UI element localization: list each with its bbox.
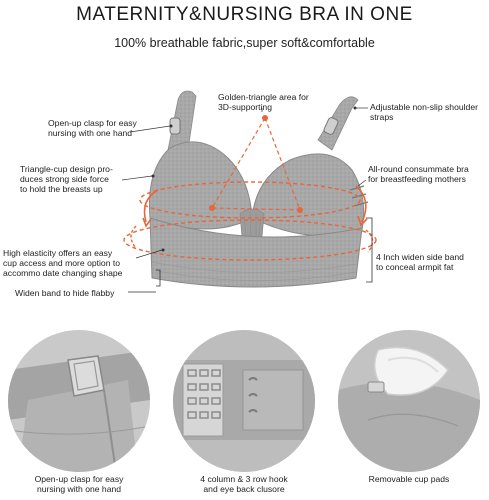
annotation-adjustable-straps: Adjustable non-slip shoulder straps <box>370 102 478 122</box>
detail-cup-pads <box>338 330 480 472</box>
annotation-high-elasticity: High elasticity offers an easy cup access and more option to accommo date changing shape <box>3 248 123 278</box>
caption-hooks: 4 column & 3 row hook and eye back clusore <box>200 474 288 494</box>
page-subtitle: 100% breathable fabric,super soft&comfortable <box>114 36 375 50</box>
annotation-triangle-cup: Triangle-cup design pro- duces strong side force to hold the breasts up <box>20 164 113 194</box>
annotation-widen-band: Widen band to hide flabby <box>15 288 115 298</box>
annotation-golden-triangle: Golden-triangle area for 3D-supporting <box>218 92 309 112</box>
detail-hooks <box>173 330 315 472</box>
detail-clasp <box>8 330 150 472</box>
clasp-closeup-image <box>8 330 150 472</box>
caption-cup-pads: Removable cup pads <box>368 474 450 484</box>
annotation-open-clasp: Open-up clasp for easy nursing with one hand <box>48 118 137 138</box>
page-title: MATERNITY&NURSING BRA IN ONE <box>76 4 413 25</box>
caption-clasp: Open-up clasp for easy nursing with one hand <box>34 474 124 494</box>
annotation-side-band: 4 Inch widen side band to conceal armpit fat <box>376 252 464 272</box>
cup-pads-closeup-image <box>338 330 480 472</box>
right-cup <box>252 154 364 236</box>
hooks-closeup-image <box>173 330 315 472</box>
annotation-all-round: All-round consummate bra for breastfeeding mothers <box>368 164 469 184</box>
